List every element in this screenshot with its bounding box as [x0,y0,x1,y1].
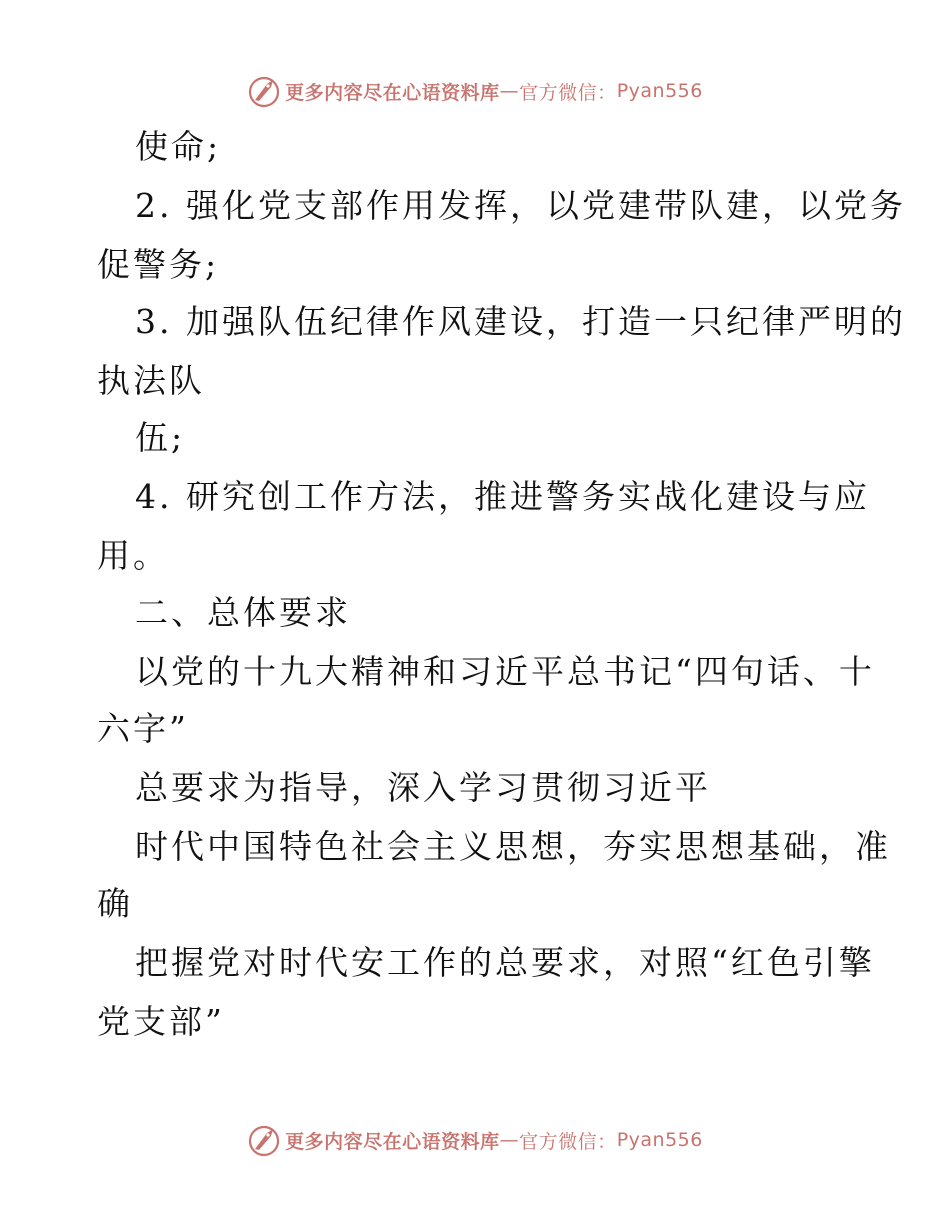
text-line: 用。 [97,536,169,575]
text-line: 使命; [135,127,222,166]
text-line: 2. 强化党支部作用发挥，以党建带队建，以党务 [135,186,906,225]
text-line: 4. 研究创工作方法，推进警务实战化建设与应 [135,477,870,516]
text-line: 时代中国特色社会主义思想，夯实思想基础，准 [135,827,891,866]
text-line: 3. 加强队伍纪律作风建设，打造一只纪律严明的 [135,302,906,341]
footer-watermark [0,1120,950,1160]
wechat-id: Pyan556 [616,1129,703,1151]
text-line: 确 [97,884,133,923]
wechat-label: 官方微信： [519,81,617,104]
text-line: 总要求为指导，深入学习贯彻习近平 [135,768,711,807]
wechat-label: 官方微信： [519,1130,617,1153]
pen-nib-logo-icon [247,1123,281,1157]
text-line: 把握党对时代安工作的总要求，对照“红色引擎 [135,943,875,982]
wechat-id: Pyan556 [616,80,703,102]
text-line: 执法队 [97,361,205,400]
text-line: 以党的十九大精神和习近平总书记“四句话、十 [135,652,875,691]
site-name: 更多内容尽在心语资料库 [285,81,500,104]
banner-separator: — [499,80,520,102]
text-line: 六字” [97,709,189,748]
text-line: 伍; [135,418,186,457]
text-line: 促警务; [97,245,220,284]
text-line: 党支部” [97,1002,225,1041]
banner-separator: — [499,1129,520,1151]
site-name: 更多内容尽在心语资料库 [285,1130,500,1153]
section-heading: 二、总体要求 [135,593,351,632]
